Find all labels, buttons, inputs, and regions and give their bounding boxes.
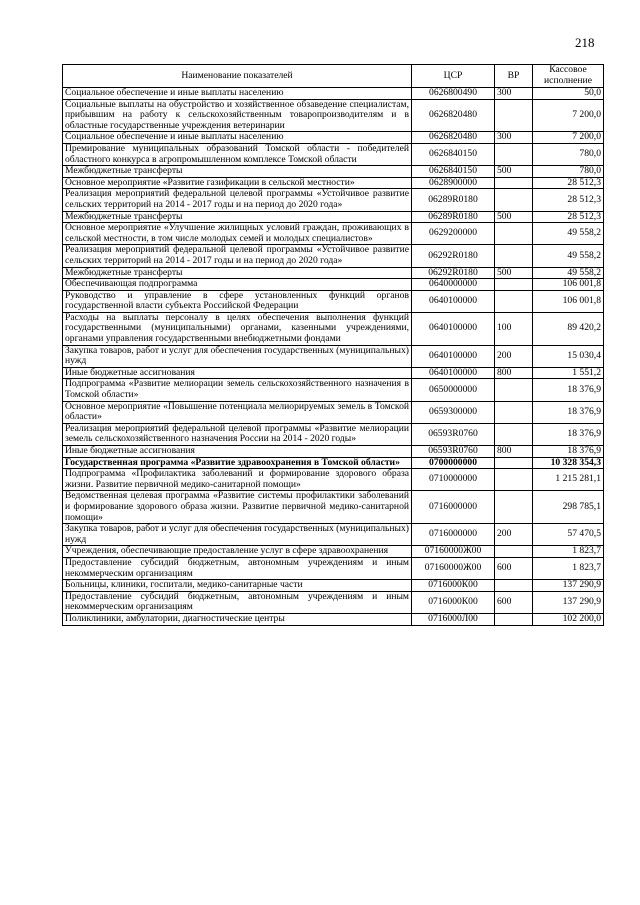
row-csr-cell: 0629200000: [412, 223, 495, 245]
page-number: 218: [575, 35, 595, 50]
table-row: [63, 245, 604, 267]
row-vr-cell: 200: [495, 345, 533, 367]
row-csr-cell: 06289R0180: [412, 211, 495, 223]
table-row: [63, 524, 604, 546]
table-row: [63, 267, 604, 279]
row-csr-cell: 07160000Ж00: [412, 557, 495, 579]
table-row: [63, 546, 604, 558]
table-row: [63, 189, 604, 211]
row-vr-cell: [495, 189, 533, 211]
table-row: [63, 491, 604, 524]
row-amount-cell: 49 558,2: [533, 223, 604, 245]
table-row: [63, 557, 604, 579]
row-amount-cell: 137 290,9: [533, 591, 604, 613]
header-amount: Кассовое исполнение: [533, 65, 604, 88]
row-vr-cell: [495, 223, 533, 245]
table-row: [63, 401, 604, 423]
row-vr-cell: 300: [495, 132, 533, 144]
table-row: [63, 223, 604, 245]
row-csr-cell: 0640100000: [412, 367, 495, 379]
row-vr-cell: 500: [495, 211, 533, 223]
row-name-cell: Социальные выплаты на обустройство и хозяйственное обзаведение специалистам, прибывшим на работу к сельскохозяйственным товаропроизводителям и в областные государственные учреждения ветеринарии: [63, 99, 412, 132]
row-amount-cell: 298 785,1: [533, 491, 604, 524]
row-vr-cell: [495, 423, 533, 445]
row-csr-cell: 06292R0180: [412, 245, 495, 267]
row-csr-cell: 0710000000: [412, 469, 495, 491]
table-row: [63, 345, 604, 367]
row-csr-cell: 06593R0760: [412, 446, 495, 458]
row-amount-cell: 50,0: [533, 88, 604, 100]
table-row: [63, 367, 604, 379]
table-row: [63, 211, 604, 223]
row-name-cell: Руководство и управление в сфере установленных функций органов государственной власти субъекта Российской Федерации: [63, 290, 412, 312]
row-amount-cell: 18 376,9: [533, 401, 604, 423]
row-amount-cell: 1 551,2: [533, 367, 604, 379]
header-csr: ЦСР: [412, 65, 495, 88]
row-vr-cell: 600: [495, 557, 533, 579]
table-row: [63, 446, 604, 458]
row-name-cell: Реализация мероприятий федеральной целевой программы «Устойчивое развитие сельских территорий на 2014 - 2017 годы и на период до 2020 года»: [63, 189, 412, 211]
row-csr-cell: 0628900000: [412, 177, 495, 189]
row-amount-cell: 102 200,0: [533, 613, 604, 625]
row-vr-cell: [495, 546, 533, 558]
table-row: [63, 290, 604, 312]
row-name-cell: Основное мероприятие «Повышение потенциала мелиорируемых земель в Томской области»: [63, 401, 412, 423]
table-row: [63, 591, 604, 613]
row-name-cell: Основное мероприятие «Улучшение жилищных условий граждан, проживающих в сельской местности, в том числе молодых семей и молодых специалистов»: [63, 223, 412, 245]
row-vr-cell: 100: [495, 312, 533, 345]
table-row: [63, 177, 604, 189]
row-csr-cell: 0700000000: [412, 457, 495, 469]
table-row: [63, 457, 604, 469]
row-vr-cell: 600: [495, 591, 533, 613]
row-csr-cell: 0626800490: [412, 88, 495, 100]
row-csr-cell: 0716000Л00: [412, 613, 495, 625]
row-name-cell: Государственная программа «Развитие здравоохранения в Томской области»: [63, 457, 412, 469]
row-vr-cell: [495, 580, 533, 592]
row-name-cell: Межбюджетные трансферты: [63, 267, 412, 279]
row-csr-cell: 0716000000: [412, 491, 495, 524]
table-row: [63, 613, 604, 625]
row-csr-cell: 0650000000: [412, 379, 495, 401]
row-name-cell: Ведомственная целевая программа «Развитие системы профилактики заболеваний и формирование здорового образа жизни. Развитие первичной медико-санитарной помощи»: [63, 491, 412, 524]
row-vr-cell: [495, 491, 533, 524]
row-name-cell: Учреждения, обеспечивающие предоставление услуг в сфере здравоохранения: [63, 546, 412, 558]
row-amount-cell: 57 470,5: [533, 524, 604, 546]
row-amount-cell: 1 823,7: [533, 546, 604, 558]
row-vr-cell: [495, 99, 533, 132]
row-vr-cell: [495, 379, 533, 401]
table-header-row: [63, 65, 604, 88]
row-csr-cell: 0626820480: [412, 132, 495, 144]
header-vr: ВР: [495, 65, 533, 88]
row-name-cell: Поликлиники, амбулатории, диагностические центры: [63, 613, 412, 625]
row-name-cell: Иные бюджетные ассигнования: [63, 446, 412, 458]
table-row: [63, 580, 604, 592]
row-amount-cell: 10 328 354,3: [533, 457, 604, 469]
row-vr-cell: [495, 469, 533, 491]
row-csr-cell: 0716000000: [412, 524, 495, 546]
row-name-cell: Межбюджетные трансферты: [63, 211, 412, 223]
row-amount-cell: 137 290,9: [533, 580, 604, 592]
row-name-cell: Реализация мероприятий федеральной целевой программы «Устойчивое развитие сельских территорий на 2014 - 2017 годы и на период до 2020 года»: [63, 245, 412, 267]
row-csr-cell: 07160000Ж00: [412, 546, 495, 558]
row-amount-cell: 1 215 281,1: [533, 469, 604, 491]
row-amount-cell: 28 512,3: [533, 211, 604, 223]
row-amount-cell: 49 558,2: [533, 245, 604, 267]
row-csr-cell: 0626820480: [412, 99, 495, 132]
row-name-cell: Предоставление субсидий бюджетным, автономным учреждениям и иным некоммерческим организациям: [63, 557, 412, 579]
table-row: [63, 88, 604, 100]
row-name-cell: Подпрограмма «Профилактика заболеваний и формирование здорового образа жизни. Развитие первичной медико-санитарной помощи»: [63, 469, 412, 491]
row-csr-cell: 0640100000: [412, 290, 495, 312]
row-amount-cell: 106 001,8: [533, 290, 604, 312]
row-name-cell: Иные бюджетные ассигнования: [63, 367, 412, 379]
row-csr-cell: 0716000К00: [412, 591, 495, 613]
row-amount-cell: 28 512,3: [533, 177, 604, 189]
row-amount-cell: 7 200,0: [533, 99, 604, 132]
row-name-cell: Межбюджетные трансферты: [63, 166, 412, 178]
row-name-cell: Реализация мероприятий федеральной целевой программы «Развитие мелиорации земель сельскохозяйственного назначения России на 2014 - 2020 годы»: [63, 423, 412, 445]
row-vr-cell: [495, 177, 533, 189]
budget-table: [62, 64, 604, 626]
row-csr-cell: 0716000К00: [412, 580, 495, 592]
row-amount-cell: 106 001,8: [533, 279, 604, 291]
row-amount-cell: 15 030,4: [533, 345, 604, 367]
row-csr-cell: 0626840150: [412, 143, 495, 165]
row-csr-cell: 0640100000: [412, 345, 495, 367]
row-csr-cell: 06292R0180: [412, 267, 495, 279]
row-name-cell: Закупка товаров, работ и услуг для обеспечения государственных (муниципальных) нужд: [63, 345, 412, 367]
row-vr-cell: 800: [495, 367, 533, 379]
row-amount-cell: 18 376,9: [533, 446, 604, 458]
row-amount-cell: 780,0: [533, 166, 604, 178]
row-amount-cell: 49 558,2: [533, 267, 604, 279]
table-row: [63, 132, 604, 144]
row-vr-cell: [495, 290, 533, 312]
table-row: [63, 166, 604, 178]
row-name-cell: Расходы на выплаты персоналу в целях обеспечения выполнения функций государственными (муниципальными) органами, казенными учреждениями, органами управления государственными внебюджетными фондами: [63, 312, 412, 345]
row-vr-cell: [495, 279, 533, 291]
row-name-cell: Закупка товаров, работ и услуг для обеспечения государственных (муниципальных) нужд: [63, 524, 412, 546]
row-amount-cell: 18 376,9: [533, 423, 604, 445]
row-vr-cell: 300: [495, 88, 533, 100]
table-row: [63, 143, 604, 165]
row-name-cell: Социальное обеспечение и иные выплаты населению: [63, 88, 412, 100]
table-row: [63, 423, 604, 445]
row-vr-cell: [495, 613, 533, 625]
row-vr-cell: [495, 401, 533, 423]
row-name-cell: Социальное обеспечение и иные выплаты населению: [63, 132, 412, 144]
row-csr-cell: 06289R0180: [412, 189, 495, 211]
row-name-cell: Премирование муниципальных образований Томской области - победителей областного конкурса в агропромышленном комплексе Томской области: [63, 143, 412, 165]
row-csr-cell: 0626840150: [412, 166, 495, 178]
table-body: [63, 88, 604, 626]
row-vr-cell: 800: [495, 446, 533, 458]
row-amount-cell: 28 512,3: [533, 189, 604, 211]
row-name-cell: Больницы, клиники, госпитали, медико-санитарные части: [63, 580, 412, 592]
row-name-cell: Основное мероприятие «Развитие газификации в сельской местности»: [63, 177, 412, 189]
row-name-cell: Подпрограмма «Развитие мелиорации земель сельскохозяйственного назначения в Томской области»: [63, 379, 412, 401]
row-csr-cell: 06593R0760: [412, 423, 495, 445]
row-vr-cell: 500: [495, 166, 533, 178]
row-name-cell: Предоставление субсидий бюджетным, автономным учреждениям и иным некоммерческим организациям: [63, 591, 412, 613]
row-amount-cell: 780,0: [533, 143, 604, 165]
row-name-cell: Обеспечивающая подпрограмма: [63, 279, 412, 291]
row-csr-cell: 0640100000: [412, 312, 495, 345]
row-amount-cell: 7 200,0: [533, 132, 604, 144]
header-name: Наименование показателей: [63, 65, 412, 88]
row-amount-cell: 89 420,2: [533, 312, 604, 345]
table-row: [63, 469, 604, 491]
table-row: [63, 312, 604, 345]
row-amount-cell: 1 823,7: [533, 557, 604, 579]
row-vr-cell: [495, 457, 533, 469]
row-amount-cell: 18 376,9: [533, 379, 604, 401]
row-csr-cell: 0640000000: [412, 279, 495, 291]
table-row: [63, 379, 604, 401]
row-vr-cell: 500: [495, 267, 533, 279]
row-csr-cell: 0659300000: [412, 401, 495, 423]
table-row: [63, 279, 604, 291]
row-vr-cell: [495, 245, 533, 267]
table-row: [63, 99, 604, 132]
row-vr-cell: 200: [495, 524, 533, 546]
row-vr-cell: [495, 143, 533, 165]
